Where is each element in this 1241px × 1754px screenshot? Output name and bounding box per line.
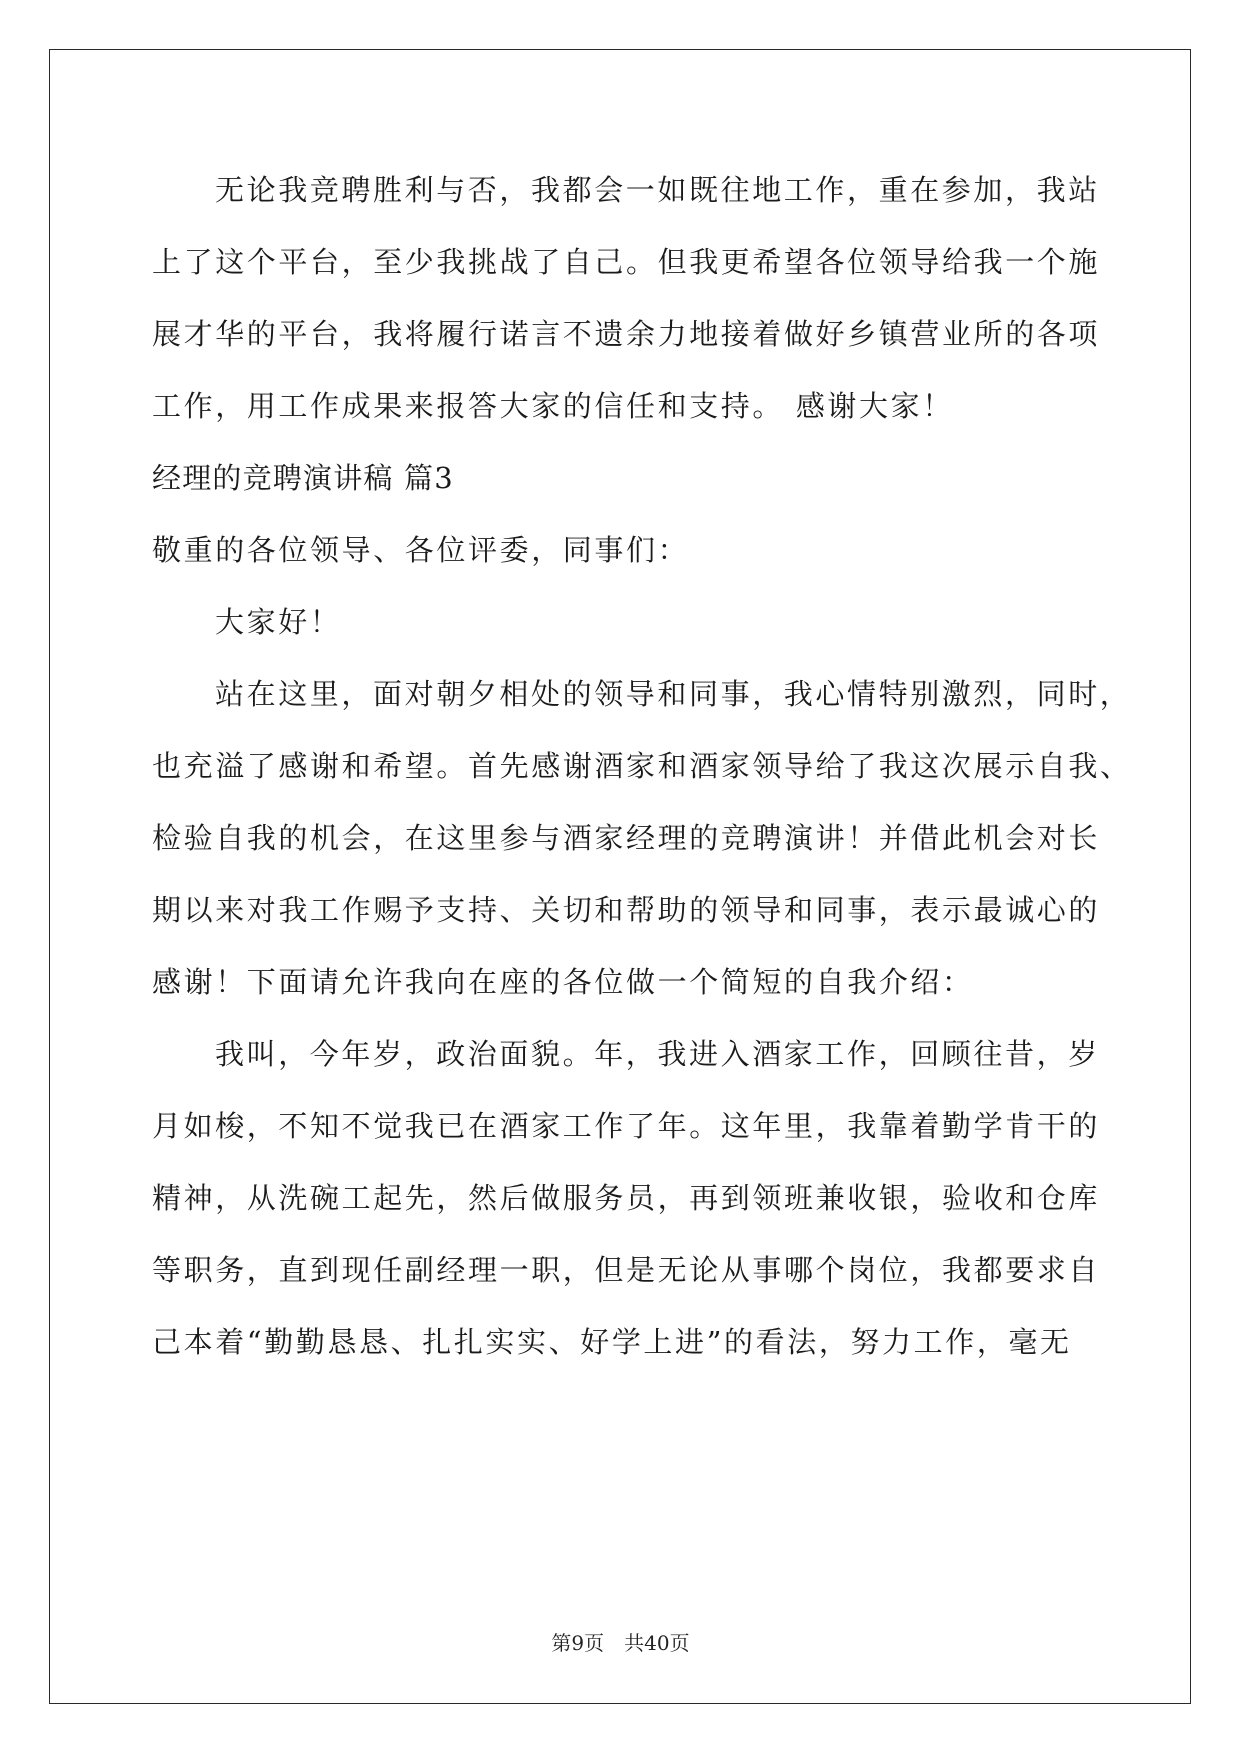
page-number-footer: 第9页 共40页 xyxy=(551,1631,690,1655)
salutation: 敬重的各位领导、各位评委，同事们： xyxy=(152,533,690,567)
paragraph-line: 站在这里，面对朝夕相处的领导和同事，我心情特别激烈，同时， xyxy=(215,677,1132,711)
paragraph-line: 展才华的平台，我将履行诺言不遗余力地接着做好乡镇营业所的各项 xyxy=(152,317,1101,351)
paragraph-line: 也充溢了感谢和希望。首先感谢酒家和酒家领导给了我这次展示自我、 xyxy=(152,749,1132,783)
paragraph-line: 精神，从洗碗工起先，然后做服务员，再到领班兼收银，验收和仓库 xyxy=(152,1181,1101,1215)
page-border xyxy=(49,49,1191,1704)
paragraph-line: 上了这个平台，至少我挑战了自己。但我更希望各位领导给我一个施 xyxy=(152,245,1101,279)
paragraph-line: 我叫，今年岁，政治面貌。年，我进入酒家工作，回顾往昔，岁 xyxy=(215,1037,1100,1071)
paragraph-line: 感谢！下面请允许我向在座的各位做一个简短的自我介绍： xyxy=(152,965,974,999)
paragraph-line: 无论我竞聘胜利与否，我都会一如既往地工作，重在参加，我站 xyxy=(215,173,1100,207)
paragraph-line: 工作，用工作成果来报答大家的信任和支持。 感谢大家！ xyxy=(152,389,954,423)
paragraph-line: 等职务，直到现任副经理一职，但是无论从事哪个岗位，我都要求自 xyxy=(152,1253,1101,1287)
greeting: 大家好！ xyxy=(215,605,342,639)
paragraph-line: 己本着“勤勤恳恳、扎扎实实、好学上进”的看法，努力工作，毫无 xyxy=(152,1325,1072,1359)
paragraph-line: 月如梭，不知不觉我已在酒家工作了年。这年里，我靠着勤学肯干的 xyxy=(152,1109,1101,1143)
section-heading: 经理的竞聘演讲稿 篇3 xyxy=(152,461,454,495)
paragraph-line: 期以来对我工作赐予支持、关切和帮助的领导和同事，表示最诚心的 xyxy=(152,893,1101,927)
paragraph-line: 检验自我的机会，在这里参与酒家经理的竞聘演讲！并借此机会对长 xyxy=(152,821,1101,855)
